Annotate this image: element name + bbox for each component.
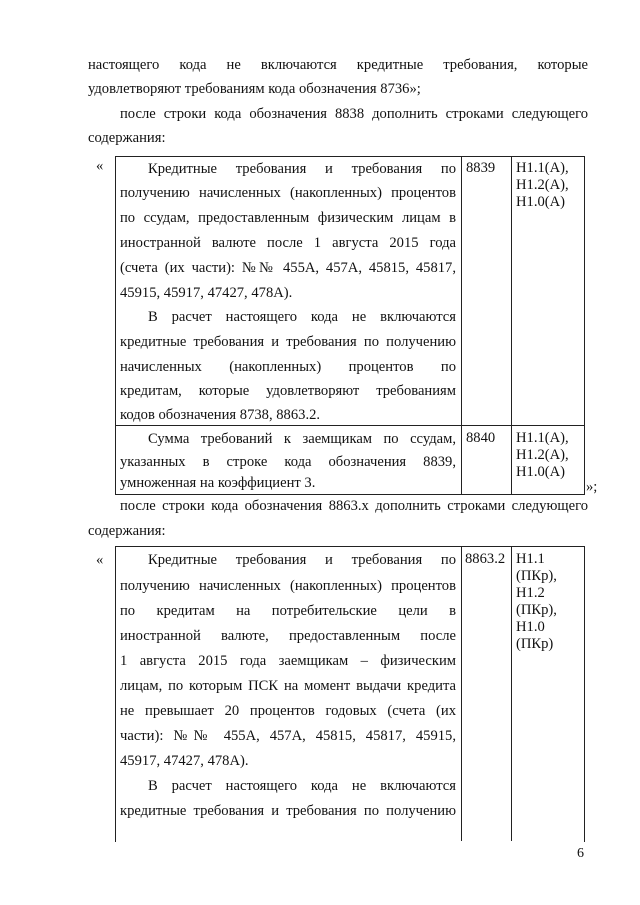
page-number: 6	[577, 846, 584, 861]
table1-row2-norm: Н1.1(А),	[516, 430, 569, 446]
table2-row1-line: 45917, 47427, 478А).	[120, 753, 249, 769]
table1-row1-line: по ссудам, предоставленным физическим лицам в	[120, 210, 456, 226]
para2-line-1: после строки кода обозначения 8838 дополнить строками следующего	[120, 106, 588, 122]
table1-row2-line: указанных в строке кода обозначения 8839,	[120, 454, 456, 470]
table1-row1-line: кредитные требования и требования по получению	[120, 334, 456, 350]
table1-row1-line: 45915, 45917, 47427, 478А).	[120, 285, 293, 301]
table2-open-quote: «	[96, 552, 104, 568]
table2-row1-line: по кредитам на потребительские цели в	[120, 603, 456, 619]
table1-row1-norm: Н1.0(А)	[516, 194, 566, 210]
table1-col-divider-1	[461, 156, 462, 494]
table1-row2-norm: Н1.2(А),	[516, 447, 569, 463]
table1-row1-line: (счета (их части): №№ 455А, 457А, 45815, 45817,	[120, 260, 456, 276]
table1-row2-line: Сумма требований к заемщикам по ссудам,	[148, 431, 456, 447]
table1-close-quote: »;	[586, 479, 598, 495]
table1-row1-line: получению начисленных (накопленных) процентов	[120, 185, 456, 201]
table2-row1-line: В расчет настоящего кода не включаются	[148, 778, 456, 794]
table2-col-divider-1	[461, 546, 462, 841]
table2-row1-line: кредитные требования и требования по получению	[120, 803, 456, 819]
mid-line-1: после строки кода обозначения 8863.х дополнить строками следующего	[120, 498, 588, 514]
table2-row1-norm: Н1.0	[516, 619, 545, 635]
table1-row1-line: начисленных (накопленных) процентов по	[120, 359, 456, 375]
mid-line-2: содержания:	[88, 523, 166, 539]
table1-row1-code: 8839	[466, 160, 496, 176]
table2-col-divider-2	[511, 546, 512, 841]
table2-row1-line: лицам, по которым ПСК на момент выдачи кредита	[120, 678, 456, 694]
table1-row2-code: 8840	[466, 430, 496, 446]
table2-row1-norm: (ПКр),	[516, 568, 557, 584]
intro-line-2: удовлетворяют требованиям кода обозначения 8736»;	[88, 81, 421, 97]
table2-row1-line: части): №№ 455А, 457А, 45815, 45817, 45915,	[120, 728, 456, 744]
table1-row1-line: кредитам, которые удовлетворяют требованиям	[120, 383, 456, 399]
para2-line-2: содержания:	[88, 130, 166, 146]
table1-row1-norm: Н1.2(А),	[516, 177, 569, 193]
table2-row1-norm: Н1.2	[516, 585, 545, 601]
table2-row1-line: не превышает 20 процентов годовых (счета (их	[120, 703, 456, 719]
table1-row1-norm: Н1.1(А),	[516, 160, 569, 176]
table2-row1-norm: Н1.1	[516, 551, 545, 567]
table1-row2-line: умноженная на коэффициент 3.	[120, 475, 316, 491]
table2-row1-line: иностранной валюте, предоставленным после	[120, 628, 456, 644]
table1-row1-line: В расчет настоящего кода не включаются	[148, 309, 456, 325]
intro-line-1: настоящего кода не включаются кредитные требования, которые	[88, 57, 588, 73]
table1-row2-norm: Н1.0(А)	[516, 464, 566, 480]
table1-open-quote: «	[96, 158, 104, 174]
table1-row1-line: кодов обозначения 8738, 8863.2.	[120, 407, 321, 423]
table2-row1-code: 8863.2	[465, 551, 506, 567]
table2-row1-line: получению начисленных (накопленных) процентов	[120, 578, 456, 594]
table1-row1-line: иностранной валюте после 1 августа 2015 года	[120, 235, 456, 251]
table1-row-divider	[115, 425, 584, 426]
table1-row1-line: Кредитные требования и требования по	[148, 161, 456, 177]
table2-row1-line: 1 августа 2015 года заемщикам – физическим	[120, 653, 456, 669]
table2-row1-line: Кредитные требования и требования по	[148, 552, 456, 568]
table2-row1-norm: (ПКр),	[516, 602, 557, 618]
table2-row1-norm: (ПКр)	[516, 636, 554, 652]
table1-col-divider-2	[511, 156, 512, 494]
